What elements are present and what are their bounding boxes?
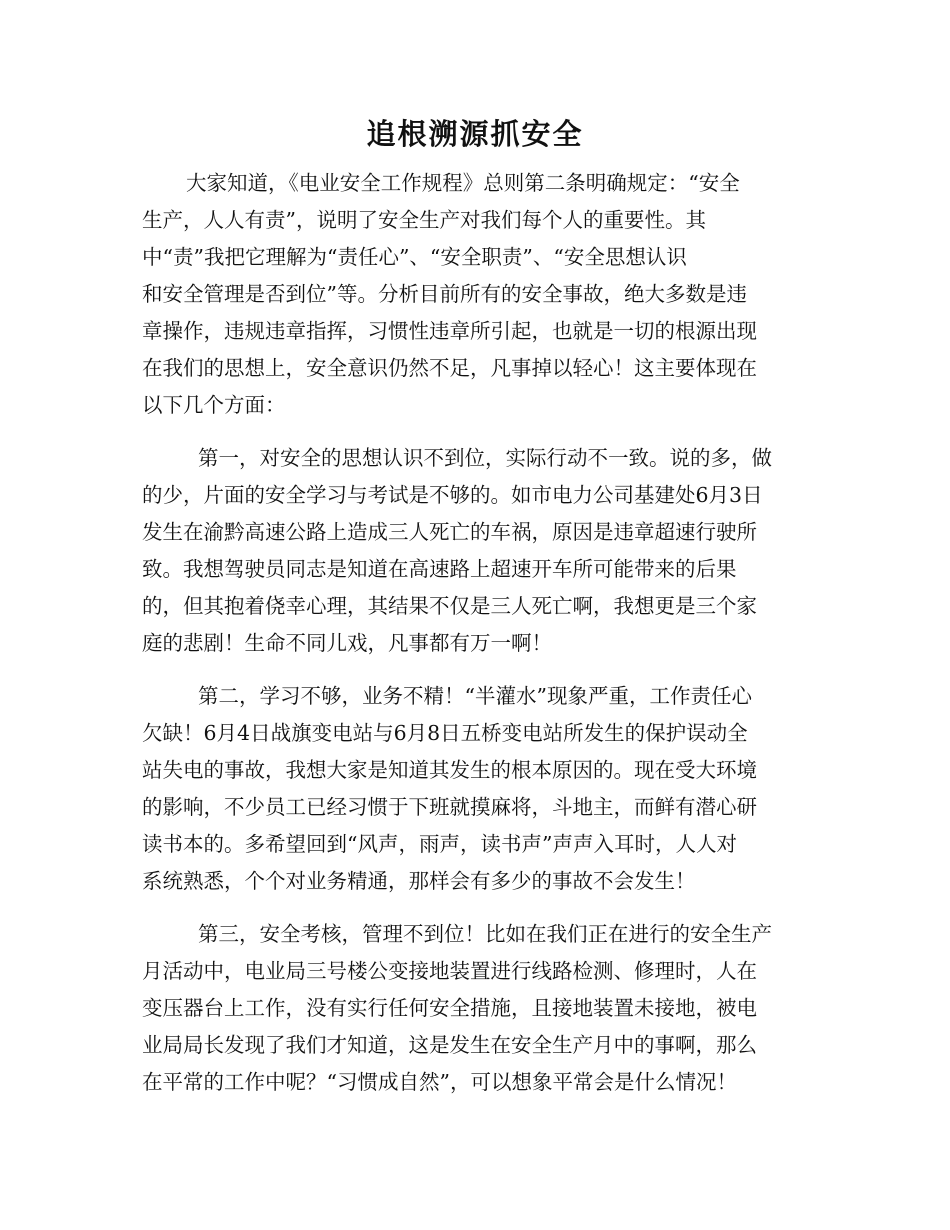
- document-title: 追根溯源抓安全: [366, 117, 584, 151]
- paragraph-1-line-2: 生产，人人有责”，说明了安全生产对我们每个人的重要性。其: [142, 208, 706, 232]
- paragraph-3-line-6: 系统熟悉，个个对业务精通，那样会有多少的事故不会发生！: [142, 869, 696, 893]
- paragraph-4-line-4: 业局局长发现了我们才知道，这是发生在安全生产月中的事啊，那么: [142, 1033, 757, 1057]
- paragraph-3-line-5: 读书本的。多希望回到“风声，雨声，读书声”声声入耳时，人人对: [142, 832, 737, 856]
- paragraph-3-line-4: 的影响，不少员工已经习惯于下班就摸麻将，斗地主，而鲜有潜心研: [142, 795, 757, 819]
- paragraph-3-line-1: 第二，学习不够，业务不精！“半灌水”现象严重，工作责任心: [198, 684, 752, 708]
- paragraph-2-line-2: 的少，片面的安全学习与考试是不够的。如市电力公司基建处6月3日: [142, 483, 763, 507]
- paragraph-2-line-1: 第一，对安全的思想认识不到位，实际行动不一致。说的多，做: [198, 446, 772, 470]
- paragraph-3-line-2: 欠缺！6月4日战旗变电站与6月8日五桥变电站所发生的保护误动全: [142, 721, 748, 745]
- paragraph-1-line-7: 以下几个方面：: [142, 393, 286, 417]
- paragraph-2-line-5: 的，但其抱着侥幸心理，其结果不仅是三人死亡啊，我想更是三个家: [142, 594, 757, 618]
- paragraph-1-line-5: 章操作，违规违章指挥，习惯性违章所引起，也就是一切的根源出现: [142, 319, 757, 343]
- paragraph-4-line-3: 变压器台上工作，没有实行任何安全措施，且接地装置未接地，被电: [142, 996, 757, 1020]
- paragraph-4-line-2: 月活动中，电业局三号楼公变接地装置进行线路检测、修理时，人在: [142, 959, 757, 983]
- paragraph-1-line-1: 大家知道，《电业安全工作规程》总则第二条明确规定：“安全: [186, 171, 740, 195]
- paragraph-1-line-3: 中“责”我把它理解为“责任心”、“安全职责”、“安全思想认识: [142, 245, 687, 269]
- paragraph-4-line-5: 在平常的工作中呢？“习惯成自然”，可以想象平常会是什么情况！: [142, 1070, 737, 1094]
- paragraph-1-line-6: 在我们的思想上，安全意识仍然不足，凡事掉以轻心！这主要体现在: [142, 356, 757, 380]
- paragraph-2-line-6: 庭的悲剧！生命不同儿戏，凡事都有万一啊！: [142, 631, 552, 655]
- paragraph-4-line-1: 第三，安全考核，管理不到位！比如在我们正在进行的安全生产: [198, 922, 772, 946]
- paragraph-1-line-4: 和安全管理是否到位”等。分析目前所有的安全事故，绝大多数是违: [142, 282, 747, 306]
- paragraph-2-line-4: 致。我想驾驶员同志是知道在高速路上超速开车所可能带来的后果: [142, 557, 737, 581]
- paragraph-2-line-3: 发生在渝黔高速公路上造成三人死亡的车祸，原因是违章超速行驶所: [142, 520, 757, 544]
- paragraph-3-line-3: 站失电的事故，我想大家是知道其发生的根本原因的。现在受大环境: [142, 758, 757, 782]
